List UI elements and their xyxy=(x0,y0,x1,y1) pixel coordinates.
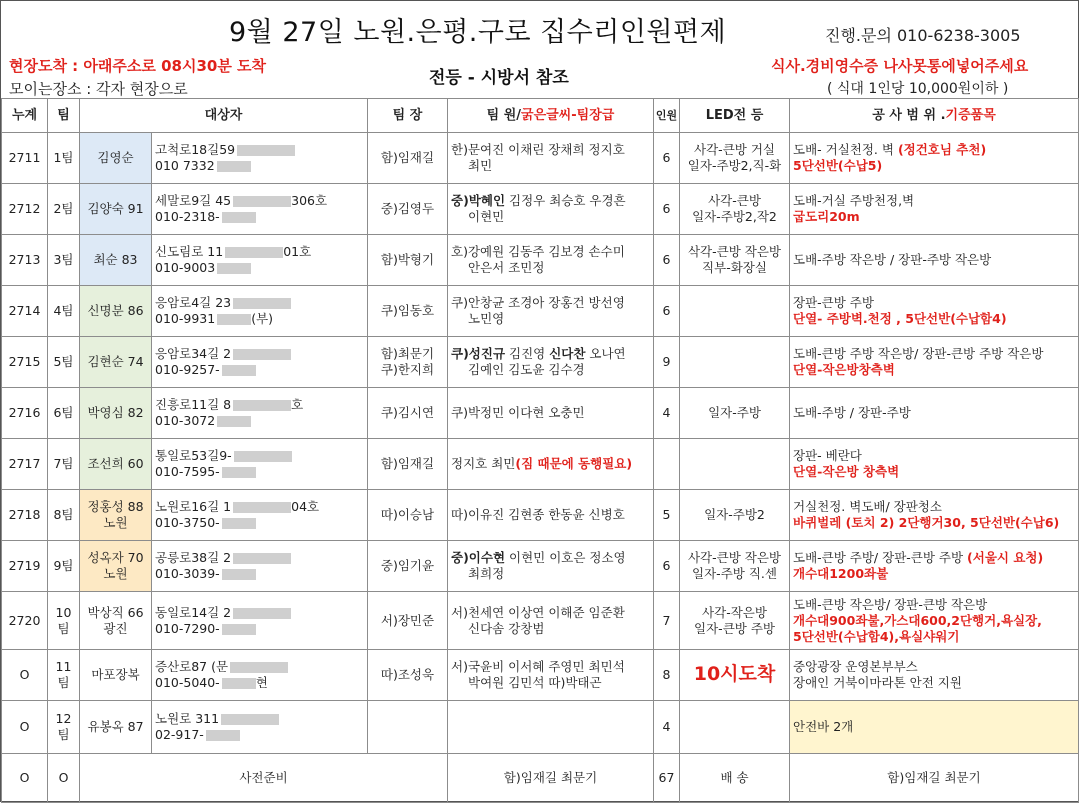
recipient-name: 박상직 66 xyxy=(87,604,144,620)
footer-delivery: 배 송 xyxy=(680,754,790,803)
leader-name: 서)장민준 xyxy=(380,612,435,628)
member-list-2: 최민 xyxy=(468,158,493,173)
scope-items: 5단선반(수납5) xyxy=(793,158,883,173)
phone-text: 010-7290- xyxy=(155,620,220,636)
redacted-block xyxy=(217,263,251,274)
cell-team: 1팀 xyxy=(48,133,80,184)
recipient-name: 성옥자 70 xyxy=(87,550,144,565)
member-list-2: 안은서 조민정 xyxy=(468,260,545,275)
cell-leader xyxy=(368,592,448,650)
recipient-name: 유봉옥 87 xyxy=(87,719,144,734)
address-tail: 호 xyxy=(291,397,304,412)
cell-cumulative: 2719 xyxy=(2,541,48,592)
scope-items: 바퀴벌레 (토치 2) 2단행거30, 5단선반(수납6) xyxy=(793,515,1060,530)
recipient-name: 조선희 60 xyxy=(87,456,144,471)
cell-scope xyxy=(790,184,1079,235)
cell-members xyxy=(448,439,654,490)
led-line-1: 일자-주방2 xyxy=(704,507,765,522)
cell-address xyxy=(152,650,368,701)
scope-line-1: 도배-주방 / 장판-주방 xyxy=(793,405,911,420)
cell-cumulative: 2712 xyxy=(2,184,48,235)
leader-name: 함)임재길 xyxy=(380,456,435,471)
recipient-region: 광진 xyxy=(103,620,128,636)
redacted-block xyxy=(222,624,256,635)
phone-text: 010-2318- xyxy=(155,209,220,224)
member-list: 서)국윤비 이서혜 주영민 최민석 xyxy=(451,659,625,674)
leader-name: 중)김영두 xyxy=(380,201,435,216)
scope-note: (서울시 요청) xyxy=(967,550,1044,565)
col-team: 팀 xyxy=(48,99,80,133)
phone-text: 010-5040- xyxy=(155,675,220,690)
cell-recipient-name xyxy=(80,592,152,650)
address-text: 진흥로11길 8 xyxy=(155,397,232,412)
redacted-block xyxy=(217,416,251,427)
member-list-2: 노민영 xyxy=(468,311,505,326)
cell-members xyxy=(448,592,654,650)
recipient-name: 김양숙 91 xyxy=(87,201,144,216)
phone-text: 010-7595- xyxy=(155,464,220,479)
footer-no: O xyxy=(2,754,48,803)
redacted-block xyxy=(233,608,291,619)
cell-recipient-name xyxy=(80,701,152,754)
redacted-block xyxy=(233,298,291,309)
address-text: 신도림로 11 xyxy=(155,244,224,259)
footer-team: O xyxy=(48,754,80,803)
cell-address xyxy=(152,388,368,439)
address-text: 응암로34길 2 xyxy=(155,346,232,361)
cell-count xyxy=(654,439,680,490)
cell-team: 2팀 xyxy=(48,184,80,235)
leader-name: 함)박형기 xyxy=(380,252,435,267)
table-footer-row xyxy=(2,754,1079,803)
phone-text: 010-9931 xyxy=(155,311,216,326)
cell-cumulative: 2717 xyxy=(2,439,48,490)
phone-text: 02-917- xyxy=(155,727,204,742)
cell-address xyxy=(152,184,368,235)
redacted-block xyxy=(221,714,279,725)
table-row xyxy=(2,650,1079,701)
cell-members xyxy=(448,235,654,286)
leader-name: 함)최문기 xyxy=(380,346,435,361)
recipient-region: 노원 xyxy=(103,515,128,530)
scope-line-1: 도배- 거실천정. 벽 xyxy=(793,142,898,157)
member-lead-2: 신다찬 xyxy=(549,346,586,361)
cell-scope xyxy=(790,701,1079,754)
cell-recipient-name xyxy=(80,650,152,701)
cell-scope xyxy=(790,235,1079,286)
redacted-block xyxy=(230,662,288,673)
member-list: 김정우 최승호 우경흔 xyxy=(505,193,626,208)
leader-name: 중)임기윤 xyxy=(380,558,435,573)
leader-name: 따)조성욱 xyxy=(380,667,435,682)
footer-prep: 사전준비 xyxy=(80,754,448,803)
table-row xyxy=(2,337,1079,388)
led-line-1: 삭각-큰방 작은방 xyxy=(687,244,781,259)
leader-name: 따)이승남 xyxy=(380,507,435,522)
cell-team: 8팀 xyxy=(48,490,80,541)
cell-recipient-name xyxy=(80,235,152,286)
cell-scope xyxy=(790,541,1079,592)
scope-line-1: 장판-큰방 주방 xyxy=(793,295,874,310)
cell-recipient-name xyxy=(80,490,152,541)
redacted-block xyxy=(237,145,295,156)
phone-tail: 현 xyxy=(255,675,268,690)
member-list-2: 신다솜 강창범 xyxy=(468,620,545,636)
table-row xyxy=(2,541,1079,592)
cell-members xyxy=(448,184,654,235)
address-text: 증산로87 (문 xyxy=(155,659,229,674)
col-members-note: 굵은글씨-팀장급 xyxy=(521,107,615,123)
redacted-block xyxy=(233,349,291,360)
footer-prep-leader: 함)임재길 최문기 xyxy=(448,754,654,803)
cell-led xyxy=(680,235,790,286)
cell-address xyxy=(152,490,368,541)
cell-count: 6 xyxy=(654,286,680,337)
cell-leader xyxy=(368,439,448,490)
member-lead: 쿠)성진규 xyxy=(451,346,506,361)
lighting-note: 전등 - 시방서 참조 xyxy=(429,68,569,88)
cell-address xyxy=(152,337,368,388)
member-lead: 중)박혜인 xyxy=(451,193,506,208)
cell-scope xyxy=(790,439,1079,490)
cell-recipient-name xyxy=(80,133,152,184)
table-row xyxy=(2,490,1079,541)
cell-led xyxy=(680,592,790,650)
member-list: 따)이유진 김현종 한동윤 신병호 xyxy=(451,507,625,522)
address-text: 공릉로38길 2 xyxy=(155,550,232,565)
member-list-2: 최희정 xyxy=(468,566,505,581)
member-list: 정지호 최민 xyxy=(451,456,516,471)
cell-cumulative: 2716 xyxy=(2,388,48,439)
recipient-name: 신명분 86 xyxy=(87,303,144,318)
cell-members xyxy=(448,701,654,754)
cell-led xyxy=(680,133,790,184)
cell-cumulative: O xyxy=(2,650,48,701)
cell-leader xyxy=(368,388,448,439)
sheet-title: 9월 27일 노원.은평.구로 집수리인원편제 xyxy=(229,17,727,48)
cell-address xyxy=(152,133,368,184)
led-line-1: 사각-큰방 xyxy=(708,193,761,208)
scope-note: (정건호님 추천) xyxy=(897,142,987,157)
scope-line-1: 안전바 2개 xyxy=(793,719,854,734)
scope-items: 단열-작은방 창측벽 xyxy=(793,464,900,479)
cell-count: 6 xyxy=(654,133,680,184)
cell-cumulative: 2714 xyxy=(2,286,48,337)
led-line-1: 사각-큰방 작은방 xyxy=(687,550,781,565)
cell-scope xyxy=(790,388,1079,439)
cell-members xyxy=(448,133,654,184)
cell-address xyxy=(152,235,368,286)
scope-line-1: 장판- 베란다 xyxy=(793,448,862,463)
cell-led xyxy=(680,184,790,235)
member-list: 한)문여진 이채린 장채희 정지호 xyxy=(451,142,625,157)
phone-text: 010-3072 xyxy=(155,413,216,428)
recipient-region: 노원 xyxy=(103,566,128,581)
col-leader: 팀 장 xyxy=(368,99,448,133)
address-text: 노원로16길 1 xyxy=(155,499,232,514)
address-text: 응암로4길 23 xyxy=(155,295,232,310)
cell-count: 5 xyxy=(654,490,680,541)
table-row xyxy=(2,388,1079,439)
cell-recipient-name xyxy=(80,184,152,235)
redacted-block xyxy=(233,553,291,564)
address-text: 노원로 311 xyxy=(155,711,220,726)
leader-name: 함)임재길 xyxy=(380,150,435,165)
member-list: 쿠)안창균 조경아 장홍건 방선영 xyxy=(451,295,625,310)
member-list-2: 이현민 xyxy=(468,209,505,224)
cell-team: 4팀 xyxy=(48,286,80,337)
address-text: 고척로18길59 xyxy=(155,142,236,157)
member-list-2: 박여원 김민석 따)박태곤 xyxy=(468,675,602,690)
cell-led xyxy=(680,541,790,592)
address-tail: 306호 xyxy=(291,193,328,208)
table-row xyxy=(2,439,1079,490)
scope-items-2: 5단선반(수납함4),욕실샤워기 xyxy=(793,628,960,644)
cell-leader xyxy=(368,701,448,754)
cell-count: 6 xyxy=(654,235,680,286)
redacted-block xyxy=(233,400,291,411)
scope-line-1: 도배-큰방 주방/ 장판-큰방 주방 xyxy=(793,550,968,565)
cell-team: 7팀 xyxy=(48,439,80,490)
cell-team: 10팀 xyxy=(48,592,80,650)
address-tail: 04호 xyxy=(291,499,320,514)
cell-cumulative: 2718 xyxy=(2,490,48,541)
redacted-block xyxy=(222,569,256,580)
cell-recipient-name xyxy=(80,541,152,592)
cell-address xyxy=(152,592,368,650)
scope-line-1: 도배-큰방 작은방/ 장판-큰방 작은방 xyxy=(793,596,988,612)
cell-address xyxy=(152,286,368,337)
led-line-1: 일자-주방 xyxy=(708,405,761,420)
redacted-block xyxy=(217,161,251,172)
led-line-2: 일자-큰방 주방 xyxy=(694,620,775,636)
cell-leader xyxy=(368,184,448,235)
member-note: (짐 때문에 동행필요) xyxy=(515,456,633,471)
recipient-name: 마포장복 xyxy=(91,667,140,682)
redacted-block xyxy=(222,365,256,376)
cell-address xyxy=(152,541,368,592)
scope-items: 단열- 주방벽.천정 , 5단선반(수납함4) xyxy=(793,311,1007,326)
cell-recipient-name xyxy=(80,337,152,388)
cell-count: 4 xyxy=(654,388,680,439)
col-cumulative: 누계 xyxy=(2,99,48,133)
table-header-row xyxy=(2,99,1079,133)
col-scope-label: 공 사 범 위 . xyxy=(872,107,946,123)
col-members xyxy=(448,99,654,133)
cell-cumulative: O xyxy=(2,701,48,754)
sheet-header xyxy=(1,1,1078,98)
cell-led xyxy=(680,439,790,490)
scope-items: 개수대1200좌불 xyxy=(793,566,889,581)
cell-members xyxy=(448,337,654,388)
col-scope-note: 기증품목 xyxy=(945,107,996,123)
cell-cumulative: 2713 xyxy=(2,235,48,286)
cell-count: 9 xyxy=(654,337,680,388)
led-line-1: 사각-작은방 xyxy=(702,604,767,620)
phone-text: 010 7332 xyxy=(155,158,215,173)
redacted-block xyxy=(225,247,283,258)
address-tail: 01호 xyxy=(283,244,312,259)
member-list: 쿠)박정민 이다현 오충민 xyxy=(451,405,585,420)
redacted-block xyxy=(217,314,251,325)
cell-led xyxy=(680,650,790,701)
cell-address xyxy=(152,439,368,490)
cell-count: 4 xyxy=(654,701,680,754)
member-list: 서)천세연 이상연 이해준 임준환 xyxy=(451,604,625,620)
cell-scope xyxy=(790,286,1079,337)
cell-led xyxy=(680,490,790,541)
cell-members xyxy=(448,541,654,592)
recipient-name: 최순 83 xyxy=(93,252,138,267)
col-count: 인원 xyxy=(654,99,680,133)
cell-scope xyxy=(790,490,1079,541)
gathering-place: 모이는장소 : 각자 현장으로 xyxy=(9,80,188,98)
cell-leader xyxy=(368,650,448,701)
cell-scope xyxy=(790,650,1079,701)
cell-scope xyxy=(790,592,1079,650)
footer-delivery-leader: 함)임재길 최문기 xyxy=(790,754,1079,803)
scope-line-1: 도배-주방 작은방 / 장판-주방 작은방 xyxy=(793,252,992,267)
cell-count: 7 xyxy=(654,592,680,650)
led-line-2: 일자-주방2,직-화 xyxy=(687,158,782,173)
recipient-name: 김영순 xyxy=(97,150,134,165)
redacted-block xyxy=(222,467,256,478)
led-line-2: 일자-주방2,작2 xyxy=(692,209,777,224)
redacted-block xyxy=(222,678,256,689)
cell-leader xyxy=(368,235,448,286)
scope-line-1: 중앙광장 운영본부부스 xyxy=(793,659,918,674)
receipt-notice: 식사.경비영수증 나사못통에넣어주세요 xyxy=(771,57,1029,75)
contact-number: 진행.문의 010-6238-3005 xyxy=(825,26,1021,45)
led-line-2: 직부-화장실 xyxy=(702,260,767,275)
cell-cumulative: 2711 xyxy=(2,133,48,184)
redacted-block xyxy=(222,518,256,529)
cell-address xyxy=(152,701,368,754)
cell-leader xyxy=(368,541,448,592)
cell-team: 12팀 xyxy=(48,701,80,754)
address-text: 세말로9길 45 xyxy=(155,193,232,208)
scope-line-1: 거실천정. 벽도배/ 장판청소 xyxy=(793,499,942,514)
cell-leader xyxy=(368,133,448,184)
cell-members xyxy=(448,650,654,701)
col-target: 대상자 xyxy=(80,99,368,133)
cell-cumulative: 2720 xyxy=(2,592,48,650)
cell-cumulative: 2715 xyxy=(2,337,48,388)
recipient-name: 박영심 82 xyxy=(87,405,144,420)
member-list: 김진영 xyxy=(505,346,550,361)
cell-scope xyxy=(790,337,1079,388)
col-led: LED전 등 xyxy=(680,99,790,133)
cell-leader xyxy=(368,286,448,337)
scope-items: 개수대900좌불,가스대600,2단행거,욕실장, xyxy=(793,612,1042,628)
col-scope xyxy=(790,99,1079,133)
cell-led xyxy=(680,701,790,754)
arrival-notice: 현장도착 : 아래주소로 08시30분 도착 xyxy=(9,57,267,75)
cell-team: 5팀 xyxy=(48,337,80,388)
cell-scope xyxy=(790,133,1079,184)
table-row xyxy=(2,592,1079,650)
recipient-name: 김현순 74 xyxy=(87,354,144,369)
redacted-block xyxy=(222,212,256,223)
leader-name: 쿠)임동호 xyxy=(380,303,435,318)
cell-leader xyxy=(368,490,448,541)
table-row xyxy=(2,286,1079,337)
cell-team: 11팀 xyxy=(48,650,80,701)
redacted-block xyxy=(233,502,291,513)
cell-recipient-name xyxy=(80,388,152,439)
cell-members xyxy=(448,388,654,439)
cell-led xyxy=(680,388,790,439)
cell-recipient-name xyxy=(80,439,152,490)
leader-name: 쿠)김시연 xyxy=(380,405,435,420)
cell-count: 6 xyxy=(654,541,680,592)
phone-text: 010-9003 xyxy=(155,260,216,275)
member-lead: 중)이수현 xyxy=(451,550,506,565)
cell-members xyxy=(448,286,654,337)
led-line-2: 일자-주방 직.센 xyxy=(692,566,777,581)
scope-line-1: 도배-거실 주방천정,벽 xyxy=(793,193,915,208)
phone-text: 010-3750- xyxy=(155,515,220,530)
scope-line-1: 도배-큰방 주방 작은방/ 장판-큰방 주방 작은방 xyxy=(793,346,1044,361)
address-text: 통일로53길9- xyxy=(155,448,232,463)
phone-text: 010-9257- xyxy=(155,362,220,377)
cell-led xyxy=(680,337,790,388)
cell-recipient-name xyxy=(80,286,152,337)
cell-led xyxy=(680,286,790,337)
redacted-block xyxy=(234,451,292,462)
member-list: 이현민 이호은 정소영 xyxy=(505,550,626,565)
redacted-block xyxy=(233,196,291,207)
member-list-2: 김예인 김도윤 김수경 xyxy=(468,362,585,377)
led-line-1: 사각-큰방 거실 xyxy=(694,142,775,157)
cell-leader xyxy=(368,337,448,388)
footer-total: 67 xyxy=(654,754,680,803)
cell-team: 3팀 xyxy=(48,235,80,286)
table-row xyxy=(2,184,1079,235)
cell-count: 8 xyxy=(654,650,680,701)
table-row xyxy=(2,235,1079,286)
col-members-label: 팀 원/ xyxy=(486,107,522,123)
assignment-table xyxy=(1,98,1079,803)
cell-team: 9팀 xyxy=(48,541,80,592)
cell-count: 6 xyxy=(654,184,680,235)
cell-team: 6팀 xyxy=(48,388,80,439)
address-text: 동일로14길 2 xyxy=(155,604,232,620)
phone-text: 010-3039- xyxy=(155,566,220,581)
leader-name-2: 쿠)한지희 xyxy=(380,362,435,377)
arrival-time: 10시도착 xyxy=(693,663,776,685)
recipient-name: 정홍성 88 xyxy=(87,499,144,514)
member-list-tail: 오나연 xyxy=(585,346,626,361)
table-row xyxy=(2,701,1079,754)
table-row xyxy=(2,133,1079,184)
redacted-block xyxy=(206,730,240,741)
scope-items: 단열-작은방창측벽 xyxy=(793,362,895,377)
scope-items: 굽도리20m xyxy=(793,209,860,224)
member-list: 호)강예원 김동주 김보경 손수미 xyxy=(451,244,625,259)
meal-limit: ( 식대 1인당 10,000원이하 ) xyxy=(827,81,1009,97)
phone-tail: (부) xyxy=(251,311,274,326)
cell-members xyxy=(448,490,654,541)
scope-line-2: 장애인 거북이마라톤 안전 지원 xyxy=(793,675,962,690)
